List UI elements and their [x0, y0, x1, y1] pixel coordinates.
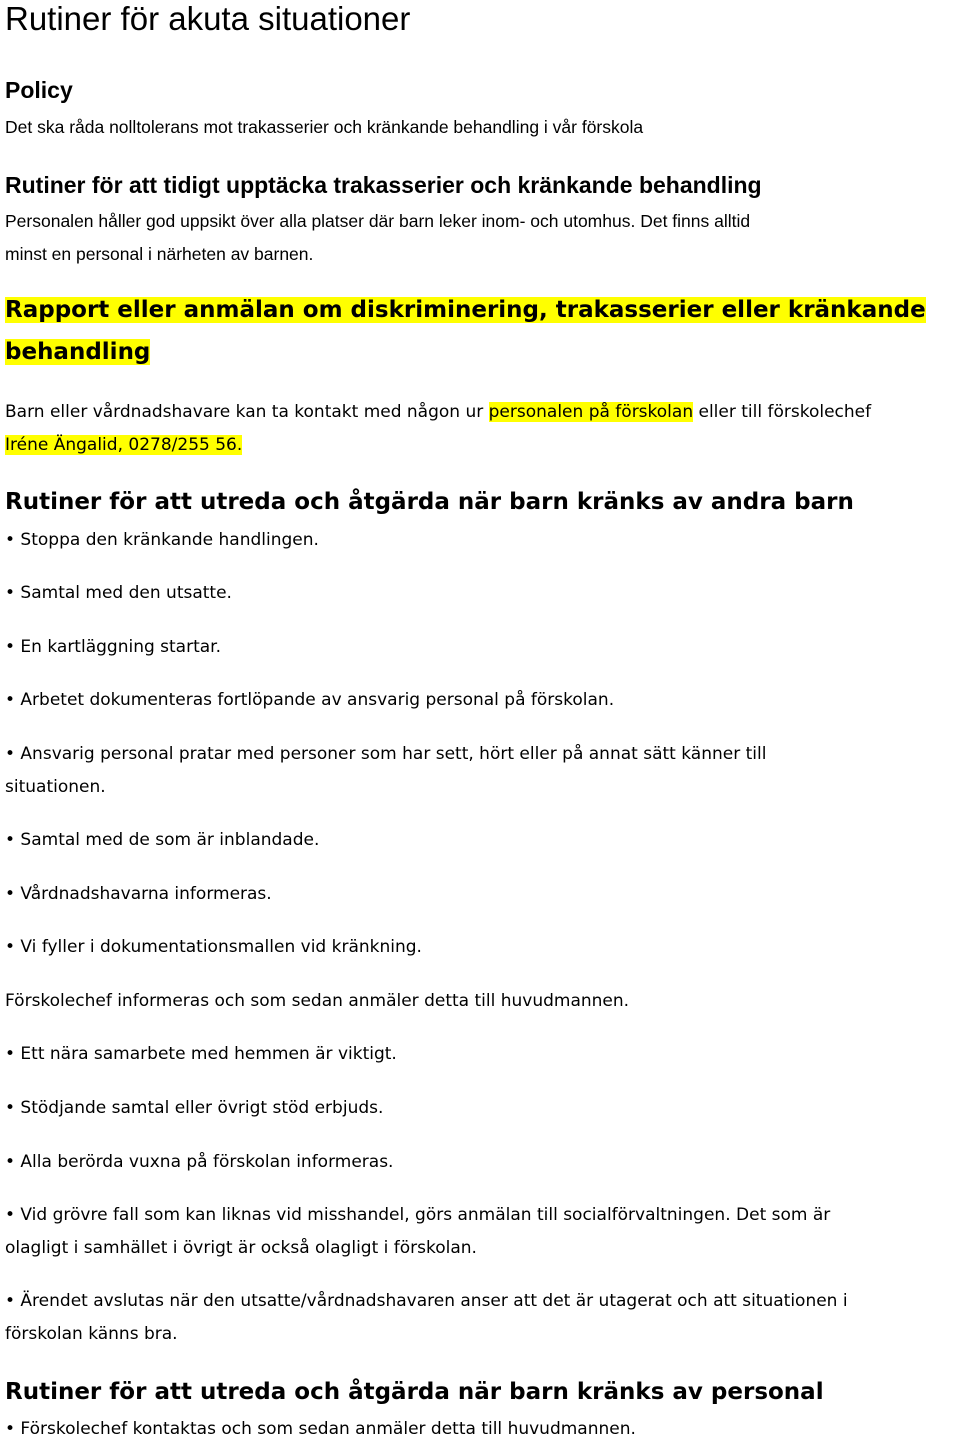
children-item: • Vårdnadshavarna informeras. — [5, 884, 272, 904]
children-item: • Stoppa den kränkande handlingen. — [5, 530, 319, 550]
children-item: • Ärendet avslutas när den utsatte/vårdnadshavaren anser att det är utagerat och att situationen i — [5, 1291, 848, 1311]
children-section-heading: Rutiner för att utreda och åtgärda när barn kränks av andra barn — [5, 489, 854, 515]
report-heading-line-1-highlight: Rapport eller anmälan om diskriminering, trakasserier eller kränkande — [5, 297, 926, 323]
staff-item: • Förskolechef kontaktas och som sedan anmäler detta till huvudmannen. — [5, 1419, 636, 1439]
policy-heading: Policy — [5, 77, 73, 103]
children-item: • Samtal med den utsatte. — [5, 583, 232, 603]
children-item: • Vid grövre fall som kan liknas vid misshandel, görs anmälan till socialförvaltningen. Det som är — [5, 1205, 831, 1225]
report-contact-highlight: Iréne Ängalid, 0278/255 56. — [5, 435, 243, 455]
report-heading-line-2 — [5, 339, 150, 365]
children-item: Förskolechef informeras och som sedan anmäler detta till huvudmannen. — [5, 991, 630, 1011]
staff-section-heading: Rutiner för att utreda och åtgärda när barn kränks av personal — [5, 1379, 824, 1405]
report-heading-line-1 — [5, 297, 926, 323]
children-item: • Vi fyller i dokumentationsmallen vid kränkning. — [5, 937, 422, 957]
early-detection-line-2: minst en personal i närheten av barnen. — [5, 244, 314, 264]
children-item: • Samtal med de som är inblandade. — [5, 830, 320, 850]
children-item: förskolan känns bra. — [5, 1324, 178, 1344]
children-item: situationen. — [5, 777, 106, 797]
children-item: • Arbetet dokumenteras fortlöpande av ansvarig personal på förskolan. — [5, 690, 615, 710]
children-item: olagligt i samhället i övrigt är också olagligt i förskolan. — [5, 1238, 477, 1258]
children-item: • Stödjande samtal eller övrigt stöd erbjuds. — [5, 1098, 384, 1118]
report-contact — [5, 435, 242, 455]
children-item: • En kartläggning startar. — [5, 637, 222, 657]
report-text-part-1: Barn eller vårdnadshavare kan ta kontakt med någon ur — [5, 402, 489, 422]
children-item: • Ett nära samarbete med hemmen är viktigt. — [5, 1044, 397, 1064]
page-title: Rutiner för akuta situationer — [5, 0, 411, 37]
report-heading-line-2-highlight: behandling — [5, 339, 151, 365]
early-detection-heading: Rutiner för att tidigt upptäcka trakasserier och kränkande behandling — [5, 172, 762, 198]
report-text-highlight: personalen på förskolan — [488, 402, 694, 422]
policy-text: Det ska råda nolltolerans mot trakasserier och kränkande behandling i vår förskola — [5, 117, 644, 137]
children-item: • Ansvarig personal pratar med personer som har sett, hört eller på annat sätt känner till — [5, 744, 767, 764]
report-text — [5, 402, 871, 422]
early-detection-line-1: Personalen håller god uppsikt över alla platser där barn leker inom- och utomhus. Det finns alltid — [5, 211, 751, 231]
report-text-part-2: eller till förskolechef — [693, 402, 872, 422]
children-item: • Alla berörda vuxna på förskolan informeras. — [5, 1152, 394, 1172]
